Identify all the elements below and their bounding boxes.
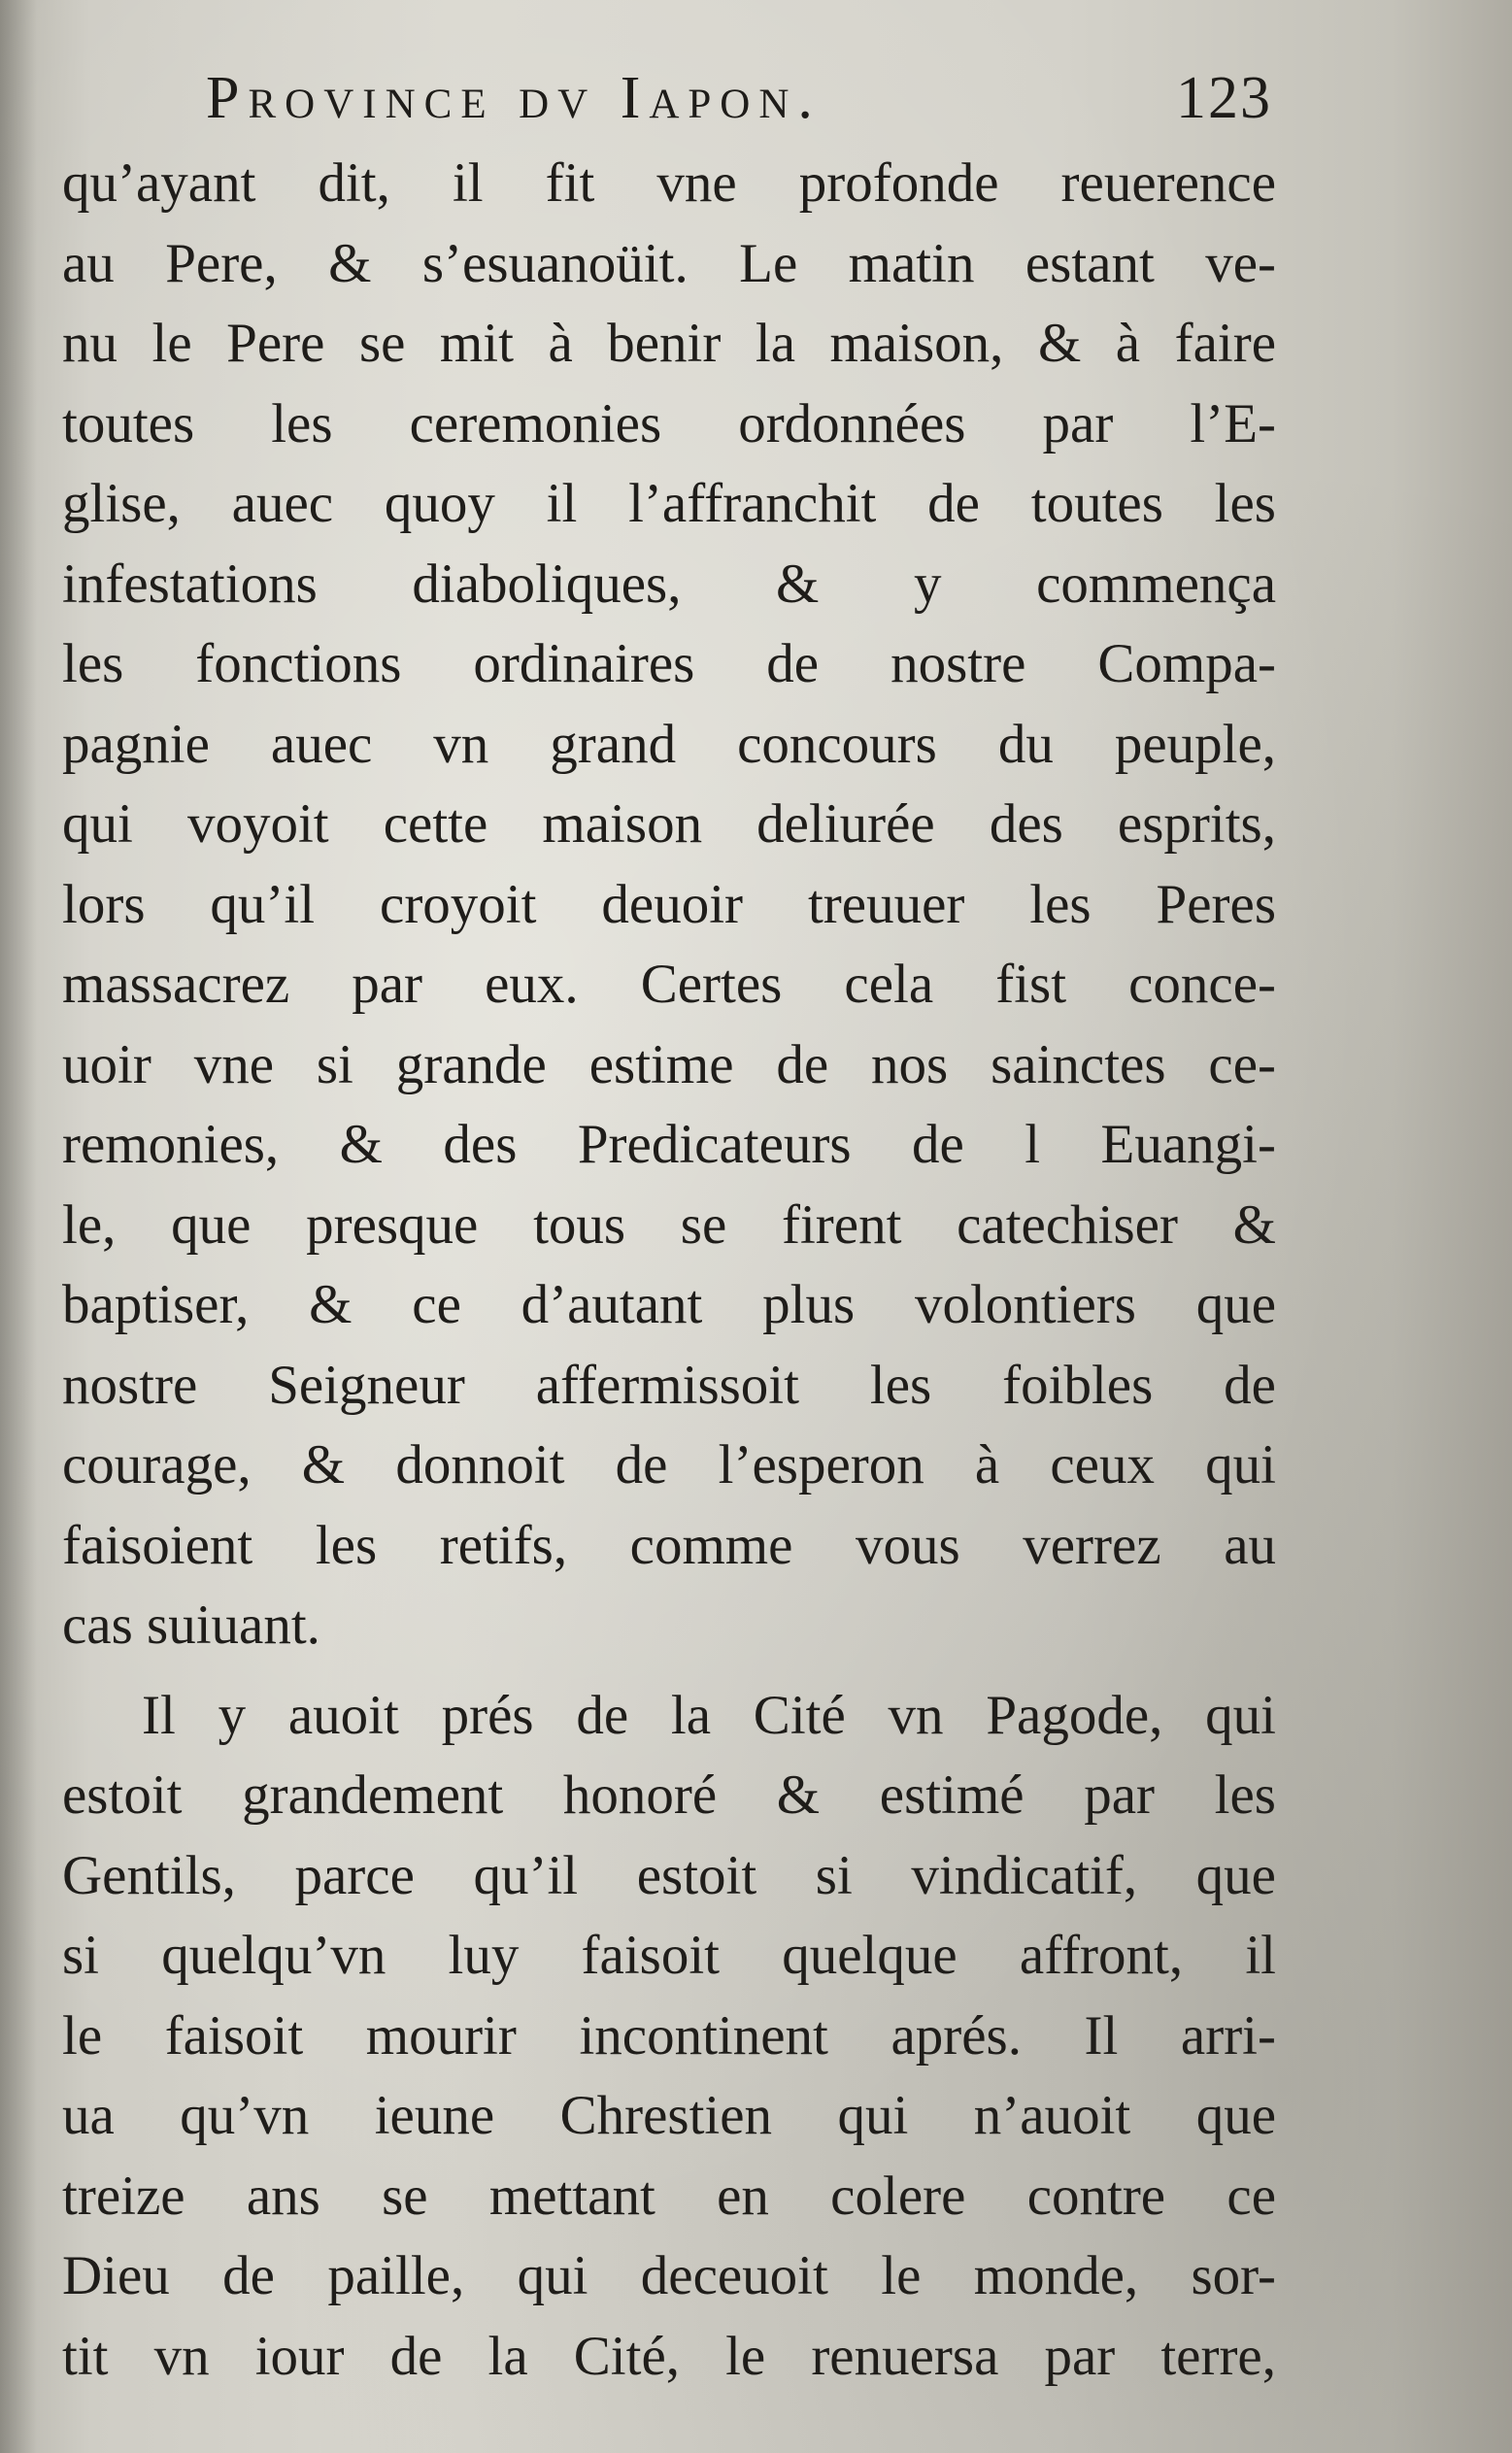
text-line: remonies, & des Predicateurs de l Euangi-	[62, 1114, 1276, 1175]
text-line: ua qu’vn ieune Chrestien qui n’auoit que	[62, 2085, 1276, 2146]
text-line: nostre Seigneur affermissoit les foibles de	[62, 1354, 1276, 1416]
text-line: toutes les ceremonies ordonnées par l’E-	[62, 392, 1276, 454]
text-line: si quelqu’vn luy faisoit quelque affront, il	[62, 1925, 1276, 1986]
text-line: les fonctions ordinaires de nostre Compa-	[62, 633, 1276, 694]
text-line: estoit grandement honoré & estimé par les	[62, 1764, 1276, 1826]
text-line: le faisoit mourir incontinent aprés. Il arri-	[62, 2004, 1276, 2067]
text-line: Il y auoit prés de la Cité vn Pagode, qui	[142, 1684, 1276, 1746]
text-block	[62, 144, 1276, 2397]
text-line: glise, auec quoy il l’affranchit de toutes les	[62, 473, 1276, 534]
text-line: Gentils, parce qu’il estoit si vindicatif, que	[62, 1844, 1276, 1906]
text-line: Dieu de paille, qui deceuoit le monde, sor-	[62, 2245, 1276, 2306]
running-title: Province dv Iapon.	[206, 65, 822, 131]
text-line: uoir vne si grande estime de nos sainctes ce-	[62, 1033, 1276, 1095]
text-line: qu’ayant dit, il fit vne profonde reuerence	[62, 152, 1276, 214]
paragraph-2	[62, 1676, 1276, 2398]
running-head	[58, 64, 1272, 151]
text-line: qui voyoit cette maison deliurée des esprits,	[62, 793, 1276, 855]
text-line: cas suiuant.	[62, 1595, 320, 1656]
spine-shadow	[0, 0, 37, 2453]
paragraph-gap	[62, 1666, 1276, 1676]
text-line: le, que presque tous se firent catechiser &	[62, 1193, 1276, 1256]
text-line: faisoient les retifs, comme vous verrez au	[62, 1514, 1276, 1576]
page-number: 123	[1176, 65, 1272, 131]
text-line: lors qu’il croyoit deuoir treuuer les Peres	[62, 873, 1276, 935]
text-line: nu le Pere se mit à benir la maison, & à faire	[62, 313, 1276, 374]
paragraph-1	[62, 144, 1276, 1666]
text-line: courage, & donnoit de l’esperon à ceux qui	[62, 1434, 1276, 1495]
text-line: baptiser, & ce d’autant plus volontiers que	[62, 1274, 1276, 1335]
text-line: au Pere, & s’esuanoüit. Le matin estant ve-	[62, 232, 1276, 294]
text-line: infestations diaboliques, & y commença	[62, 553, 1276, 615]
text-line: treize ans se mettant en colere contre ce	[62, 2165, 1276, 2227]
text-line: tit vn iour de la Cité, le renuersa par terre,	[62, 2325, 1276, 2387]
text-line: pagnie auec vn grand concours du peuple,	[62, 713, 1276, 775]
text-line: massacrez par eux. Certes cela fist conce-	[62, 954, 1276, 1015]
